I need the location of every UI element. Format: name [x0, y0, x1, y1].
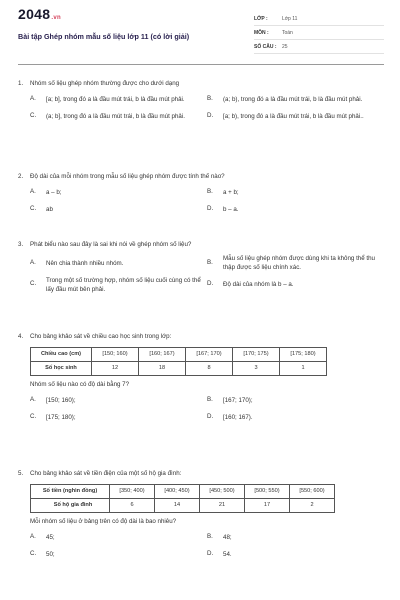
option-d[interactable]: D. b – a.	[207, 205, 239, 214]
meta-row-subject: MÔN : Toán	[254, 26, 384, 40]
option-a[interactable]: A. a – b;	[30, 188, 62, 197]
option-a[interactable]: A. [150; 160);	[30, 396, 76, 405]
document-title: Bài tập Ghép nhóm mẫu số liệu lớp 11 (có lời giải)	[18, 32, 190, 41]
question-2: 2. Độ dài của mỗi nhóm trong mẫu số liệu ghép nhóm được tính thế nào? A. a – b; B. a + b; C. ab D. b – a.	[18, 173, 384, 217]
meta-info	[254, 12, 384, 54]
question-text: Cho bảng khảo sát về chiều cao học sinh trong lớp:	[30, 333, 172, 340]
header	[0, 0, 400, 62]
option-d[interactable]: D. 54.	[207, 550, 232, 559]
question-5: 5. Cho bảng khảo sát về tiền điện của một số hộ gia đình: Số tiền (nghìn đồng) [350; 400) [400; 450) [450; 500) [500; 550) [550; 600) Số hộ gia đình 6 14 21 17 2 Mỗi nhóm số liệu ở bảng trên có độ dài là bao nhiêu? A. 45; B. 48; C. 50; D. 54.	[18, 470, 384, 562]
meta-row-grade: LỚP : Lớp 11	[254, 12, 384, 26]
option-c[interactable]: C. 50;	[30, 550, 55, 559]
option-c[interactable]: C. [175; 180);	[30, 413, 76, 422]
question-text: Độ dài của mỗi nhóm trong mẫu số liệu ghép nhóm được tính thế nào?	[30, 173, 225, 180]
table-row: Số tiền (nghìn đồng) [350; 400) [400; 450) [450; 500) [500; 550) [550; 600)	[31, 484, 335, 498]
option-d[interactable]: D. Độ dài của nhóm là b – a.	[207, 280, 294, 289]
option-d[interactable]: D. [160; 167).	[207, 413, 253, 422]
question-4: 4. Cho bảng khảo sát về chiều cao học sinh trong lớp: Chiều cao (cm) [150; 160) [160; 167) [167; 170) [170; 175) [175; 180) Số học sinh 12 18 8 3 1 Nhóm số liệu nào có độ dài bằng 7? A. [150; 160); B. [167; 170); C. [175; 180); D. [160; 167).	[18, 333, 384, 425]
option-c[interactable]: C. ab	[30, 205, 53, 214]
header-divider	[18, 64, 384, 65]
meta-row-count: SỐ CÂU : 25	[254, 40, 384, 54]
table-row: Số hộ gia đình 6 14 21 17 2	[31, 498, 335, 512]
option-a[interactable]: A. 45;	[30, 533, 55, 542]
option-b[interactable]: B. Mẫu số liệu ghép nhóm được dùng khi ta không thể thu thập được số liệu chính xác.	[207, 254, 375, 272]
question-text: Phát biểu nào sau đây là sai khi nói về ghép nhóm số liệu?	[30, 241, 192, 248]
option-d[interactable]: D. [a; b), trong đó a là đầu mút trái, b là đầu mút phải..	[207, 112, 364, 121]
table-row: Số học sinh 12 18 8 3 1	[31, 361, 327, 375]
option-c[interactable]: C. (a; b], trong đó a là đầu mút trái, b là đầu mút phải.	[30, 112, 185, 121]
site-logo[interactable]: 2048.vn	[18, 6, 61, 22]
option-b[interactable]: B. 48;	[207, 533, 232, 542]
table-row: Chiều cao (cm) [150; 160) [160; 167) [167; 170) [170; 175) [175; 180)	[31, 347, 327, 361]
question-text: Nhóm số liệu ghép nhóm thường được cho dưới dạng	[30, 80, 180, 87]
option-b[interactable]: B. (a; b), trong đó a là đầu mút trái, b là đầu mút phải.	[207, 95, 363, 104]
sub-question: Nhóm số liệu nào có độ dài bằng 7?	[30, 380, 130, 388]
question-1: 1. Nhóm số liệu ghép nhóm thường được cho dưới dạng A. [a; b], trong đó a là đầu mút trái, b là đầu mút phải. B. (a; b), trong đó a là đầu mút trái, b là đầu mút phải. C. (a; b], trong đó a là đầu mút trái, b là đầu mút phải. D. [a; b), trong đó a là đầu mút trái, b là đầu mút phải..	[18, 80, 384, 124]
option-b[interactable]: B. a + b;	[207, 188, 239, 197]
sub-question: Mỗi nhóm số liệu ở bảng trên có độ dài là bao nhiêu?	[30, 517, 177, 525]
option-a[interactable]: A. [a; b], trong đó a là đầu mút trái, b là đầu mút phải.	[30, 95, 185, 104]
question-3: 3. Phát biểu nào sau đây là sai khi nói về ghép nhóm số liệu? A. Nên chia thành nhiều nhóm. B. Mẫu số liệu ghép nhóm được dùng khi ta không thể thu thập được số liệu chính xác. C. Trong một số trường hợp, nhóm số liệu cuối cùng có thể lấy đầu mút bên phải. D. Độ dài của nhóm là b – a.	[18, 241, 384, 294]
option-c[interactable]: C. Trong một số trường hợp, nhóm số liệu cuối cùng có thể lấy đầu mút bên phải.	[30, 276, 201, 293]
question-text: Cho bảng khảo sát về tiền điện của một số hộ gia đình:	[30, 470, 182, 477]
height-survey-table	[30, 347, 327, 376]
electricity-survey-table	[30, 484, 335, 513]
option-a[interactable]: A. Nên chia thành nhiều nhóm.	[30, 258, 124, 267]
option-b[interactable]: B. [167; 170);	[207, 396, 253, 405]
